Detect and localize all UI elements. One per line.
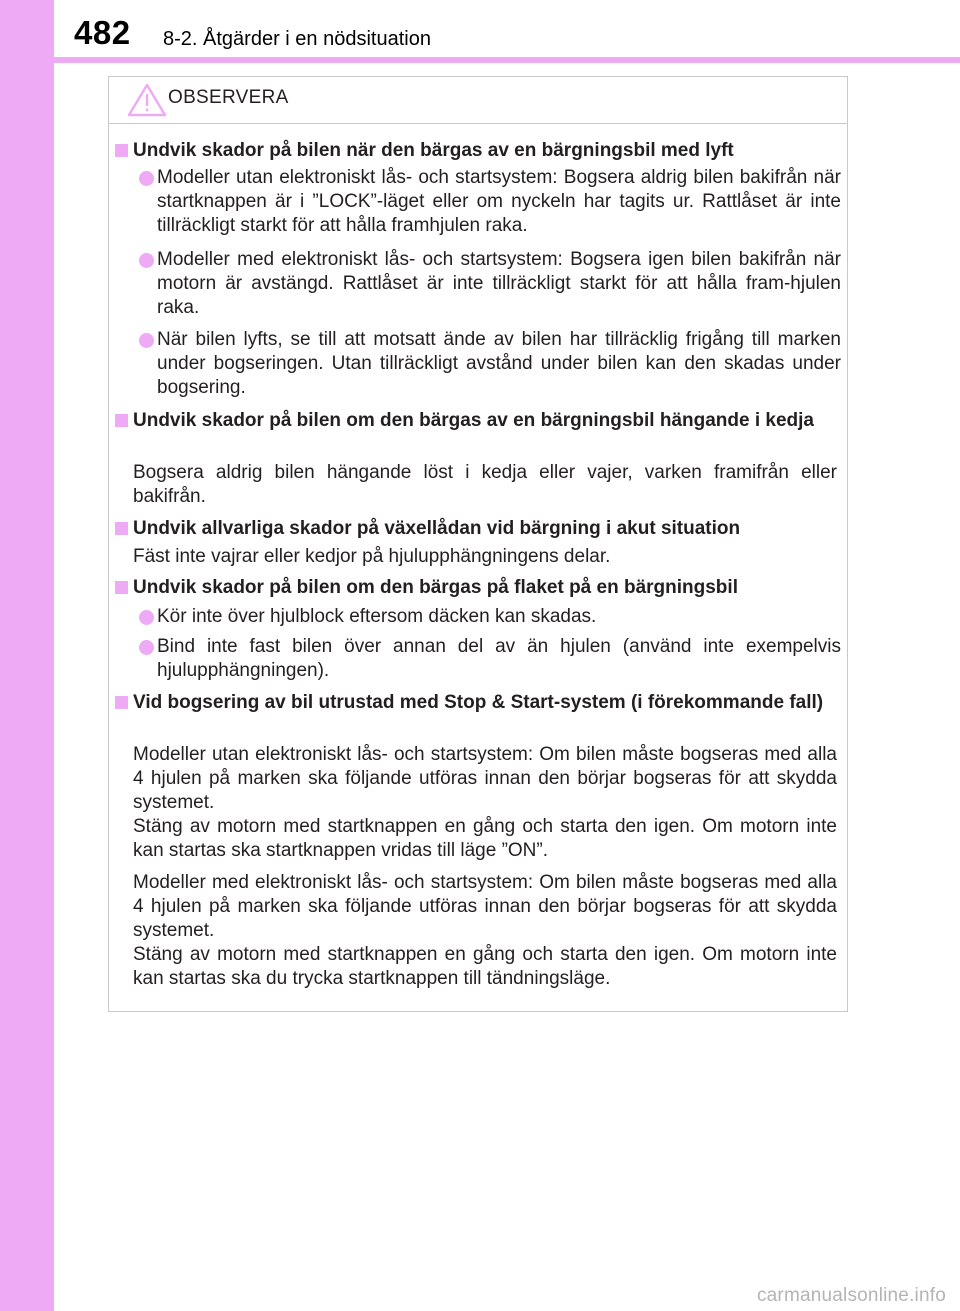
round-bullet-icon <box>139 171 154 186</box>
bullet-item: Bind inte fast bilen över annan del av än hjulen (använd inte exempelvis hjulupphängningen). <box>109 635 841 683</box>
section-heading: Undvik skador på bilen om den bärgas på flaket på en bärgningsbil <box>109 576 841 600</box>
square-bullet-icon <box>115 581 128 594</box>
page-number: 482 <box>74 14 131 51</box>
section-heading: Undvik allvarliga skador på växellådan vid bärgning i akut situation <box>109 517 841 541</box>
section-paragraph: Modeller utan elektroniskt lås- och startsystem: Om bilen måste bogseras med alla 4 hjulen på marken ska följande utföras innan den börjar bogseras för att skydda systemet. Stäng av motorn med startknappen en gång och starta den igen. Om motorn inte kan startas ska startknappen vridas till läge ”ON”. <box>133 744 837 861</box>
bullet-item: Kör inte över hjulblock eftersom däcken kan skadas. <box>109 605 841 629</box>
section-title: 8-2. Åtgärder i en nödsituation <box>163 28 431 50</box>
watermark: carmanualsonline.info <box>756 1285 946 1306</box>
section-heading: Undvik skador på bilen om den bärgas av en bärgningsbil hängande i kedja <box>109 409 841 433</box>
section-paragraph: Fäst inte vajrar eller kedjor på hjulupphängningens delar. <box>133 546 611 567</box>
bullet-item: Modeller utan elektroniskt lås- och startsystem: Bogsera aldrig bilen bakifrån när startknappen är i ”LOCK”-läget eller om nyckeln har tagits ur. Rattlåset är inte tillräckligt starkt för att hålla framhjulen raka. <box>109 166 841 238</box>
section-heading: Undvik skador på bilen när den bärgas av en bärgningsbil med lyft <box>109 139 841 163</box>
round-bullet-icon <box>139 333 154 348</box>
section-paragraph: Modeller med elektroniskt lås- och startsystem: Om bilen måste bogseras med alla 4 hjulen på marken ska följande utföras innan den börjar bogseras för att skydda systemet. Stäng av motorn med startknappen en gång och starta den igen. Om motorn inte kan startas ska du trycka startknappen till tändningsläge. <box>133 872 837 989</box>
square-bullet-icon <box>115 696 128 709</box>
round-bullet-icon <box>139 253 154 268</box>
round-bullet-icon <box>139 640 154 655</box>
section-paragraph: Bogsera aldrig bilen hängande löst i kedja eller vajer, varken framifrån eller bakifrån. <box>133 462 837 507</box>
square-bullet-icon <box>115 522 128 535</box>
section-heading: Vid bogsering av bil utrustad med Stop & Start-system (i förekommande fall) <box>109 691 841 715</box>
notice-box <box>108 76 848 1012</box>
bullet-item: Modeller med elektroniskt lås- och startsystem: Bogsera igen bilen bakifrån när motorn är avstängd. Rattlåset är inte tillräckligt starkt för att hålla fram-hjulen raka. <box>109 248 841 320</box>
notice-label: OBSERVERA <box>168 87 289 108</box>
notice-header <box>109 77 847 124</box>
bullet-item: När bilen lyfts, se till att motsatt ände av bilen har tillräcklig frigång till marken under bogseringen. Utan tillräckligt avstånd under bilen kan den skadas under bogsering. <box>109 328 841 400</box>
square-bullet-icon <box>115 414 128 427</box>
round-bullet-icon <box>139 610 154 625</box>
warning-triangle-icon <box>127 83 167 117</box>
square-bullet-icon <box>115 144 128 157</box>
page-sidebar <box>0 0 54 1311</box>
header-rule <box>54 57 960 63</box>
